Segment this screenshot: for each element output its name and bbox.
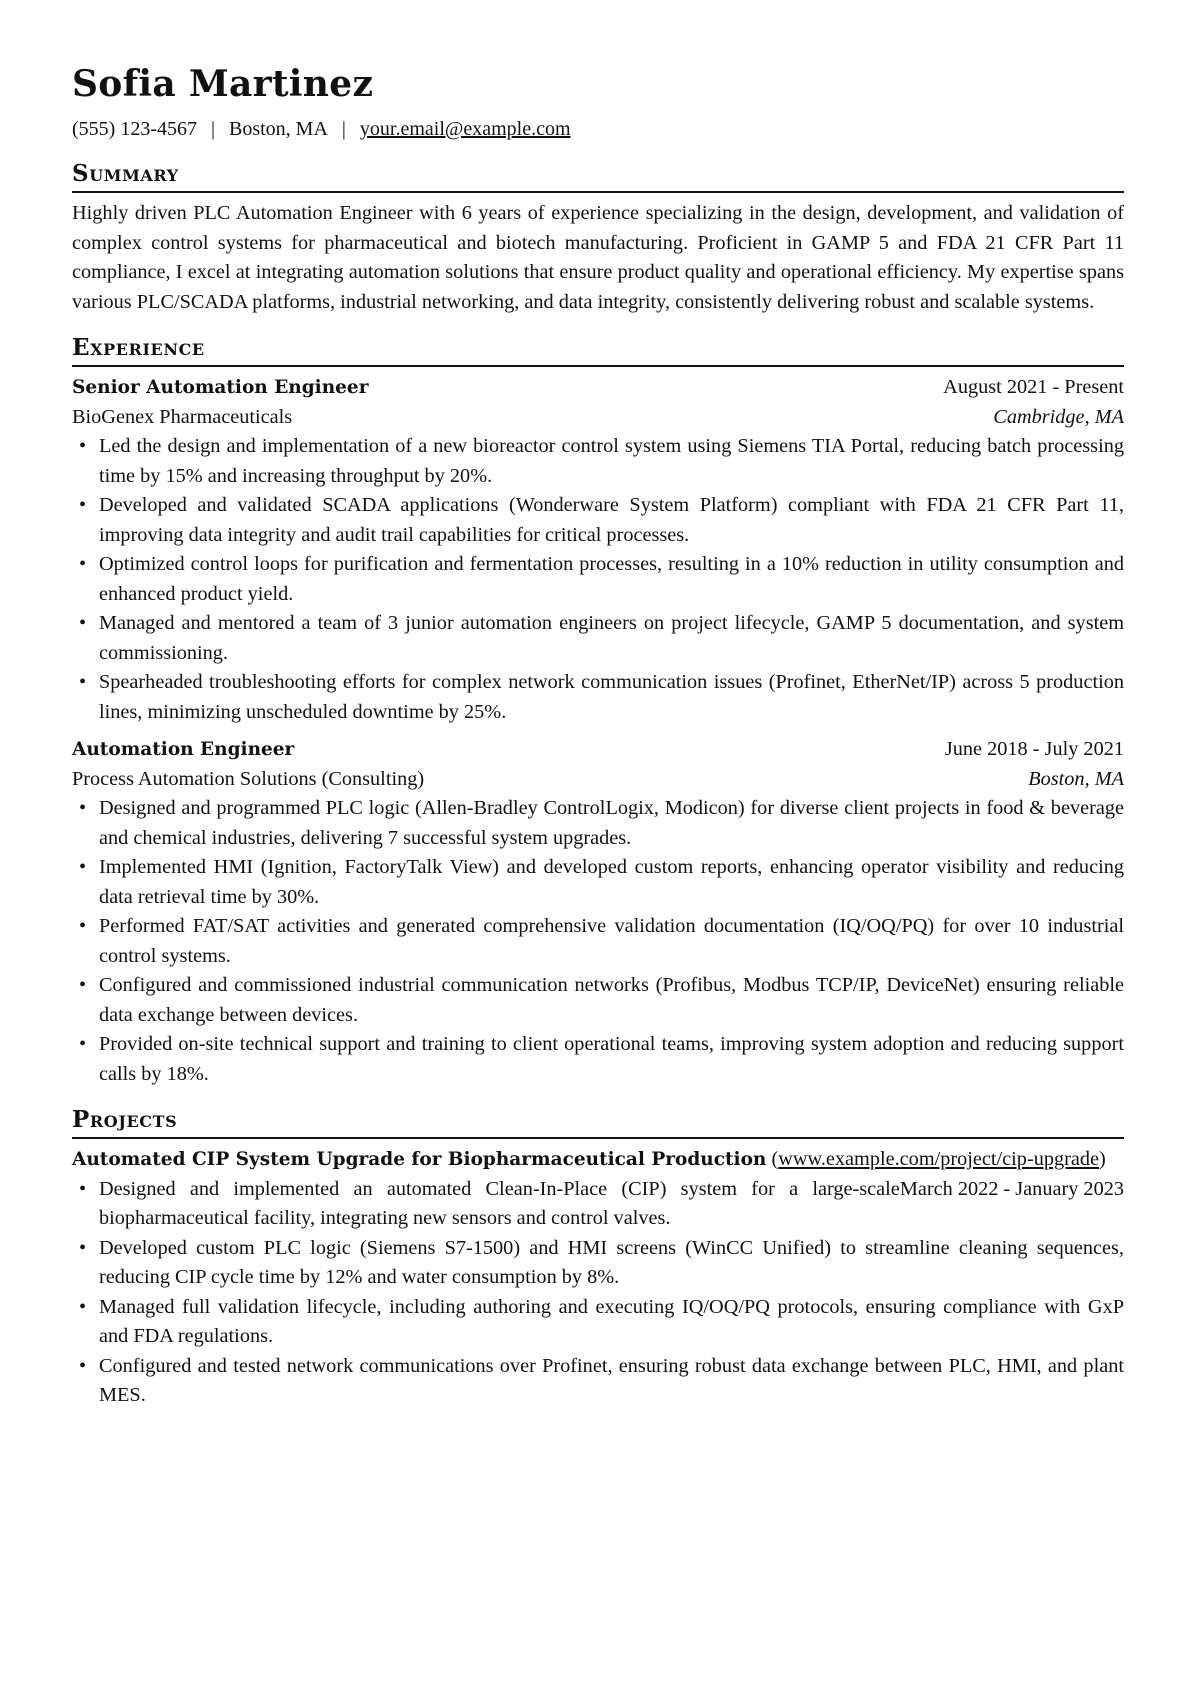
project-dates: March 2022 - January 2023 <box>899 1177 1124 1200</box>
bullet-text: Designed and implemented an automated Clean-In-Place (CIP) system for a large-scale biopharmaceutical facility, integrating new sensors and control valves. <box>99 1177 900 1229</box>
list-item <box>72 794 1124 853</box>
bullet-icon: • <box>79 974 87 996</box>
project-bullet-list <box>72 1175 1124 1411</box>
contact-line <box>72 115 1124 143</box>
list-item <box>72 491 1124 550</box>
section-heading-projects: Projects <box>72 1105 1124 1139</box>
company-name: BioGenex Pharmaceuticals <box>72 405 293 428</box>
location: Boston, MA <box>229 118 328 140</box>
job-company-row <box>72 403 1124 433</box>
bullet-text: Performed FAT/SAT activities and generated comprehensive validation documentation (IQ/OQ/PQ) for over 10 industrial control systems. <box>99 915 1124 967</box>
bullet-icon: • <box>79 856 87 878</box>
project-entry <box>72 1145 1124 1411</box>
summary-section <box>72 159 1124 317</box>
job-bullet-list <box>72 794 1124 1089</box>
list-item <box>72 1234 1124 1293</box>
job-header-row <box>72 735 1124 765</box>
email-link[interactable]: your.email@example.com <box>359 118 571 140</box>
bullet-icon: • <box>79 1295 87 1318</box>
bullet-icon: • <box>79 671 87 693</box>
job-entry <box>72 735 1124 1089</box>
job-header-row <box>72 373 1124 403</box>
bullet-text: Spearheaded troubleshooting efforts for complex network communication issues (Profinet, EtherNet/IP) across 5 production lines, minimizing unscheduled downtime by 25%. <box>99 671 1124 723</box>
company-name: Process Automation Solutions (Consulting) <box>72 767 425 790</box>
list-item <box>72 912 1124 971</box>
bullet-icon: • <box>79 1236 87 1259</box>
bullet-icon: • <box>79 612 87 634</box>
job-bullet-list <box>72 432 1124 727</box>
section-heading-summary: Summary <box>72 159 1124 193</box>
bullet-text: Provided on-site technical support and training to client operational teams, improving system adoption and reducing support calls by 18%. <box>99 1033 1124 1085</box>
contact-separator: | <box>210 118 215 140</box>
bullet-text: Managed and mentored a team of 3 junior automation engineers on project lifecycle, GAMP 5 documentation, and system commissioning. <box>99 612 1124 664</box>
projects-section <box>72 1105 1124 1411</box>
list-item <box>72 853 1124 912</box>
list-item <box>72 1352 1124 1411</box>
list-item <box>72 1175 1124 1234</box>
job-location: Cambridge, MA <box>993 405 1124 428</box>
bullet-text: Led the design and implementation of a new bioreactor control system using Siemens TIA Portal, reducing batch processing time by 15% and increasing throughput by 20%. <box>99 435 1124 487</box>
list-item <box>72 550 1124 609</box>
bullet-text: Developed and validated SCADA applications (Wonderware System Platform) compliant with FDA 21 CFR Part 11, improving data integrity and audit trail capabilities for critical processes. <box>99 494 1124 546</box>
list-item <box>72 432 1124 491</box>
project-link-open-paren: ( <box>771 1148 779 1170</box>
project-header <box>72 1145 1124 1200</box>
bullet-text: Optimized control loops for purification and fermentation processes, resulting in a 10% reduction in utility consumption and enhanced product yield. <box>99 553 1124 605</box>
list-item <box>72 971 1124 1030</box>
bullet-icon: • <box>79 1177 87 1200</box>
bullet-icon: • <box>79 1354 87 1377</box>
bullet-icon: • <box>79 1033 87 1055</box>
section-heading-experience: Experience <box>72 333 1124 367</box>
bullet-text: Developed custom PLC logic (Siemens S7-1500) and HMI screens (WinCC Unified) to streamline cleaning sequences, reducing CIP cycle time by 12% and water consumption by 8%. <box>99 1236 1124 1288</box>
bullet-icon: • <box>79 553 87 575</box>
bullet-text: Configured and tested network communications over Profinet, ensuring robust data exchange between PLC, HMI, and plant MES. <box>99 1354 1124 1406</box>
phone-number: (555) 123-4567 <box>72 118 197 140</box>
job-entry <box>72 373 1124 727</box>
bullet-text: Designed and programmed PLC logic (Allen-Bradley ControlLogix, Modicon) for diverse client projects in food & beverage and chemical industries, delivering 7 successful system upgrades. <box>99 797 1124 849</box>
bullet-icon: • <box>79 797 87 819</box>
bullet-icon: • <box>79 494 87 516</box>
experience-section <box>72 333 1124 1089</box>
bullet-icon: • <box>79 435 87 457</box>
job-location: Boston, MA <box>1028 767 1124 790</box>
list-item <box>72 609 1124 668</box>
candidate-name: Sofia Martinez <box>72 63 374 105</box>
bullet-text: Managed full validation lifecycle, including authoring and executing IQ/OQ/PQ protocols, ensuring compliance with GxP and FDA regulations. <box>99 1295 1124 1347</box>
project-title: Automated CIP System Upgrade for Biopharmaceutical Production <box>72 1149 767 1170</box>
contact-separator: | <box>341 118 346 140</box>
job-dates: August 2021 - Present <box>943 376 1124 398</box>
job-dates: June 2018 - July 2021 <box>944 738 1124 760</box>
job-title: Automation Engineer <box>72 739 295 760</box>
project-link-close-paren: ) <box>1099 1148 1106 1170</box>
job-company-row <box>72 765 1124 795</box>
list-item <box>72 1293 1124 1352</box>
job-title: Senior Automation Engineer <box>72 377 369 398</box>
bullet-icon: • <box>79 915 87 937</box>
list-item <box>72 668 1124 727</box>
bullet-text: Configured and commissioned industrial communication networks (Profibus, Modbus TCP/IP, DeviceNet) ensuring reliable data exchange between devices. <box>99 974 1124 1026</box>
list-item <box>72 1030 1124 1089</box>
bullet-text: Implemented HMI (Ignition, FactoryTalk View) and developed custom reports, enhancing operator visibility and reducing data retrieval time by 30%. <box>99 856 1124 908</box>
resume-page <box>72 58 1124 1411</box>
project-link[interactable]: www.example.com/project/cip-upgrade <box>778 1148 1100 1170</box>
summary-text: Highly driven PLC Automation Engineer with 6 years of experience specializing in the design, development, and validation of complex control systems for pharmaceutical and biotech manufacturing. Proficient in GAMP 5 and FDA 21 CFR Part 11 compliance, I excel at integrating automation solutions that ensure product quality and operational efficiency. My expertise spans various PLC/SCADA platforms, industrial networking, and data integrity, consistently delivering robust and scalable systems. <box>72 202 1124 313</box>
